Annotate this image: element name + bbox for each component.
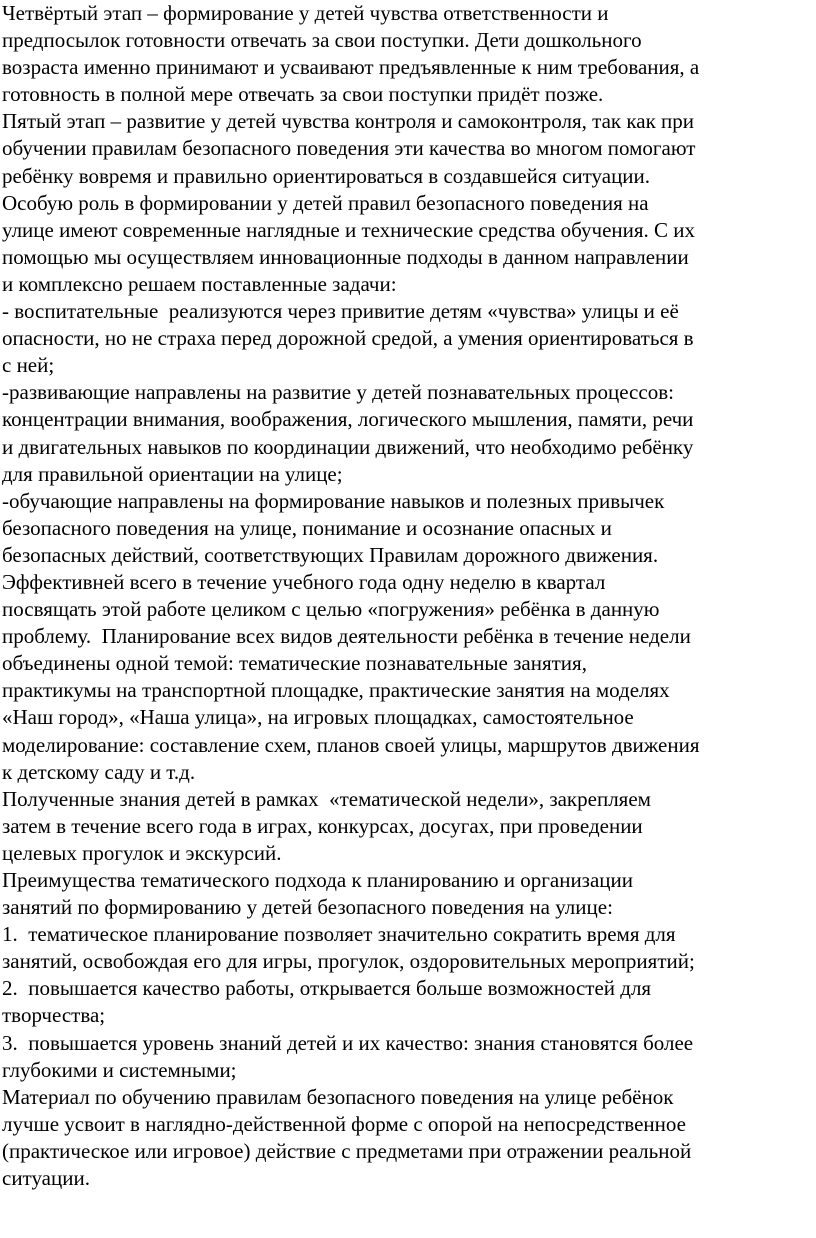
text-line: к детскому саду и т.д. xyxy=(2,759,196,784)
text-line: ситуации. xyxy=(2,1166,90,1191)
document-page xyxy=(2,0,814,1192)
text-line: Эффективней всего в течение учебного года одну неделю в квартал xyxy=(2,569,606,594)
text-line: и комплексно решаем поставленные задачи: xyxy=(2,271,397,296)
text-line: «Наш город», «Наша улица», на игровых площадках, самостоятельное xyxy=(2,705,634,730)
text-line: ребёнку вовремя и правильно ориентироваться в создавшейся ситуации. xyxy=(2,163,651,188)
text-line: улице имеют современные наглядные и технические средства обучения. С их xyxy=(2,217,696,242)
text-line: объединены одной темой: тематические познавательные занятия, xyxy=(2,651,587,676)
text-line: предпосылок готовности отвечать за свои поступки. Дети дошкольного xyxy=(2,28,642,53)
text-line: целевых прогулок и экскурсий. xyxy=(2,840,282,865)
text-line: 3. повышается уровень знаний детей и их качество: знания становятся более xyxy=(2,1030,694,1055)
text-line: творчества; xyxy=(2,1003,106,1028)
text-line: концентрации внимания, воображения, логического мышления, памяти, речи xyxy=(2,407,694,432)
text-line: глубокими и системными; xyxy=(2,1057,237,1082)
text-line: обучении правилам безопасного поведения эти качества во многом помогают xyxy=(2,136,696,161)
text-line: для правильной ориентации на улице; xyxy=(2,461,343,486)
text-line: возраста именно принимают и усваивают предъявленные к ним требования, а xyxy=(2,55,700,80)
text-line: проблему. Планирование всех видов деятельности ребёнка в течение недели xyxy=(2,624,691,649)
text-line: 1. тематическое планирование позволяет значительно сократить время для xyxy=(2,922,676,947)
text-line: практикумы на транспортной площадке, практические занятия на моделях xyxy=(2,678,670,703)
text-line: безопасного поведения на улице, понимание и осознание опасных и xyxy=(2,515,612,540)
text-line: Полученные знания детей в рамках «тематической недели», закрепляем xyxy=(2,786,651,811)
text-line: затем в течение всего года в играх, конкурсах, досугах, при проведении xyxy=(2,813,643,838)
text-line: занятий по формированию у детей безопасного поведения на улице: xyxy=(2,895,613,920)
text-line: 2. повышается качество работы, открывается больше возможностей для xyxy=(2,976,652,1001)
text-line: -обучающие направлены на формирование навыков и полезных привычек xyxy=(2,488,665,513)
text-line: занятий, освобождая его для игры, прогулок, оздоровительных мероприятий; xyxy=(2,949,695,974)
text-line: готовность в полной мере отвечать за свои поступки придёт позже. xyxy=(2,82,604,107)
text-line: Пятый этап – развитие у детей чувства контроля и самоконтроля, так как при xyxy=(2,109,694,134)
text-line: опасности, но не страха перед дорожной средой, а умения ориентироваться в xyxy=(2,326,694,351)
text-line: и двигательных навыков по координации движений, что необходимо ребёнку xyxy=(2,434,694,459)
text-line: безопасных действий, соответствующих Правилам дорожного движения. xyxy=(2,542,659,567)
text-line: (практическое или игровое) действие с предметами при отражении реальной xyxy=(2,1138,692,1163)
text-line: моделирование: составление схем, планов своей улицы, маршрутов движения xyxy=(2,732,700,757)
text-line: Особую роль в формировании у детей правил безопасного поведения на xyxy=(2,190,649,215)
text-line: с ней; xyxy=(2,353,55,378)
text-line: помощью мы осуществляем инновационные подходы в данном направлении xyxy=(2,244,689,269)
text-line: -развивающие направлены на развитие у детей познавательных процессов: xyxy=(2,380,674,405)
text-line: Четвёртый этап – формирование у детей чувства ответственности и xyxy=(2,1,609,25)
text-line: Преимущества тематического подхода к планированию и организации xyxy=(2,868,634,892)
text-line: Материал по обучению правилам безопасного поведения на улице ребёнок xyxy=(2,1084,674,1109)
text-line: - воспитательные реализуются через привитие детям «чувства» улицы и её xyxy=(2,299,679,324)
text-line: посвящать этой работе целиком с целью «погружения» ребёнка в данную xyxy=(2,597,660,622)
text-line: лучше усвоит в наглядно-действенной форме с опорой на непосредственное xyxy=(2,1111,686,1136)
